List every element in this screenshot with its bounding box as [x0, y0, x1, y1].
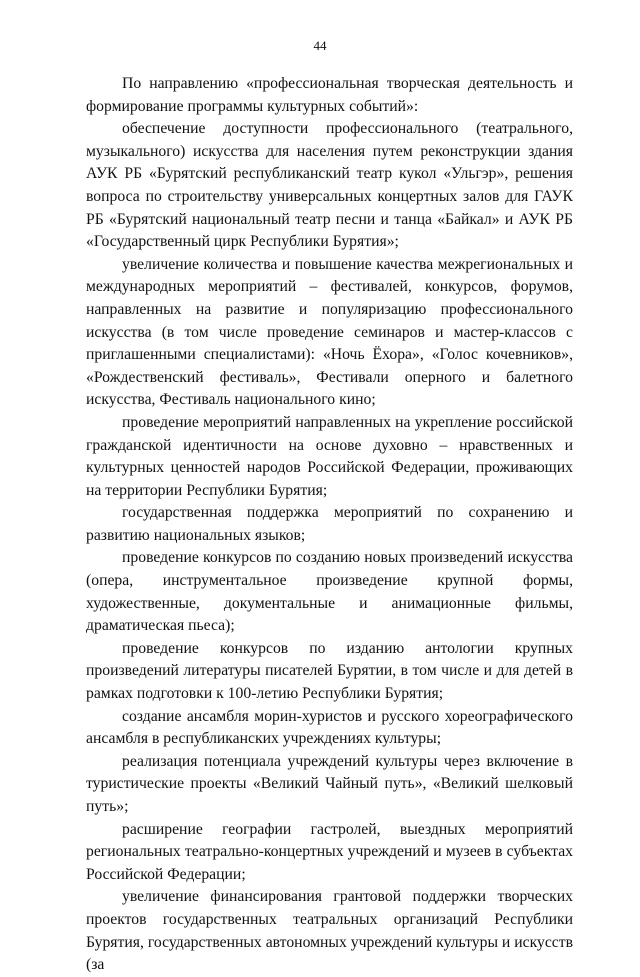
paragraph-grants: увеличение финансирования грантовой поддержки творческих проектов государственных театральных организаций Республики Бурятия, государственных автономных учреждений культуры и искусств (за [86, 888, 574, 974]
paragraph-accessibility: обеспечение доступности профессионального (театрального, музыкального) искусства для населения путем реконструкции здания АУК РБ «Бурятский республиканский театр кукол «Ульгэр», решения вопроса по строительству универсальных концертных залов для ГАУК РБ «Бурятский национальный театр песни и танца «Байкал» и АУК РБ «Государственный цирк Республики Бурятия»; [86, 120, 573, 251]
document-body [86, 73, 573, 977]
paragraph-events-growth: увеличение количества и повышение качества межрегиональных и международных мероприятий – фестивалей, конкурсов, форумов, направленных на развитие и популяризацию профессионального искусства (в том числе проведение семинаров и мастер-классов с приглашенными специалистами): «Ночь Ёхора», «Голос кочевников», «Рождественский фестиваль», Фестивали оперного и балетного искусства, Фестиваль национального кино; [86, 255, 573, 409]
paragraph-art-contests: проведение конкурсов по созданию новых произведений искусства (опера, инструментальное произведение крупной формы, художественные, документальные и анимационные фильмы, драматическая пьеса); [86, 549, 573, 635]
page-number: 44 [313, 38, 327, 53]
paragraph-ensembles: создание ансамбля морин-хуристов и русского хореографического ансамбля в республиканских учреждениях культуры; [86, 707, 573, 748]
paragraph-touring: расширение географии гастролей, выездных мероприятий региональных театрально-концертных учреждений и музеев в субъектах Российской Федерации; [86, 820, 573, 883]
paragraph-tourism: реализация потенциала учреждений культуры через включение в туристические проекты «Великий Чайный путь», «Великий шелковый путь»; [86, 752, 573, 815]
paragraph-languages: государственная поддержка мероприятий по сохранению и развитию национальных языков; [86, 504, 573, 544]
paragraph-intro: По направлению «профессиональная творческая деятельность и формирование программы культурных событий»: [86, 75, 573, 115]
paragraph-literature-anthology: проведение конкурсов по изданию антологии крупных произведений литературы писателей Бурятии, в том числе и для детей в рамках подготовки к 100-летию Республики Бурятия; [86, 639, 573, 703]
paragraph-civic-identity: проведение мероприятий направленных на укрепление российской гражданской идентичности на основе духовно – нравственных и культурных ценностей народов Российской Федерации, проживающих на территории Республики Бурятия; [86, 413, 573, 499]
